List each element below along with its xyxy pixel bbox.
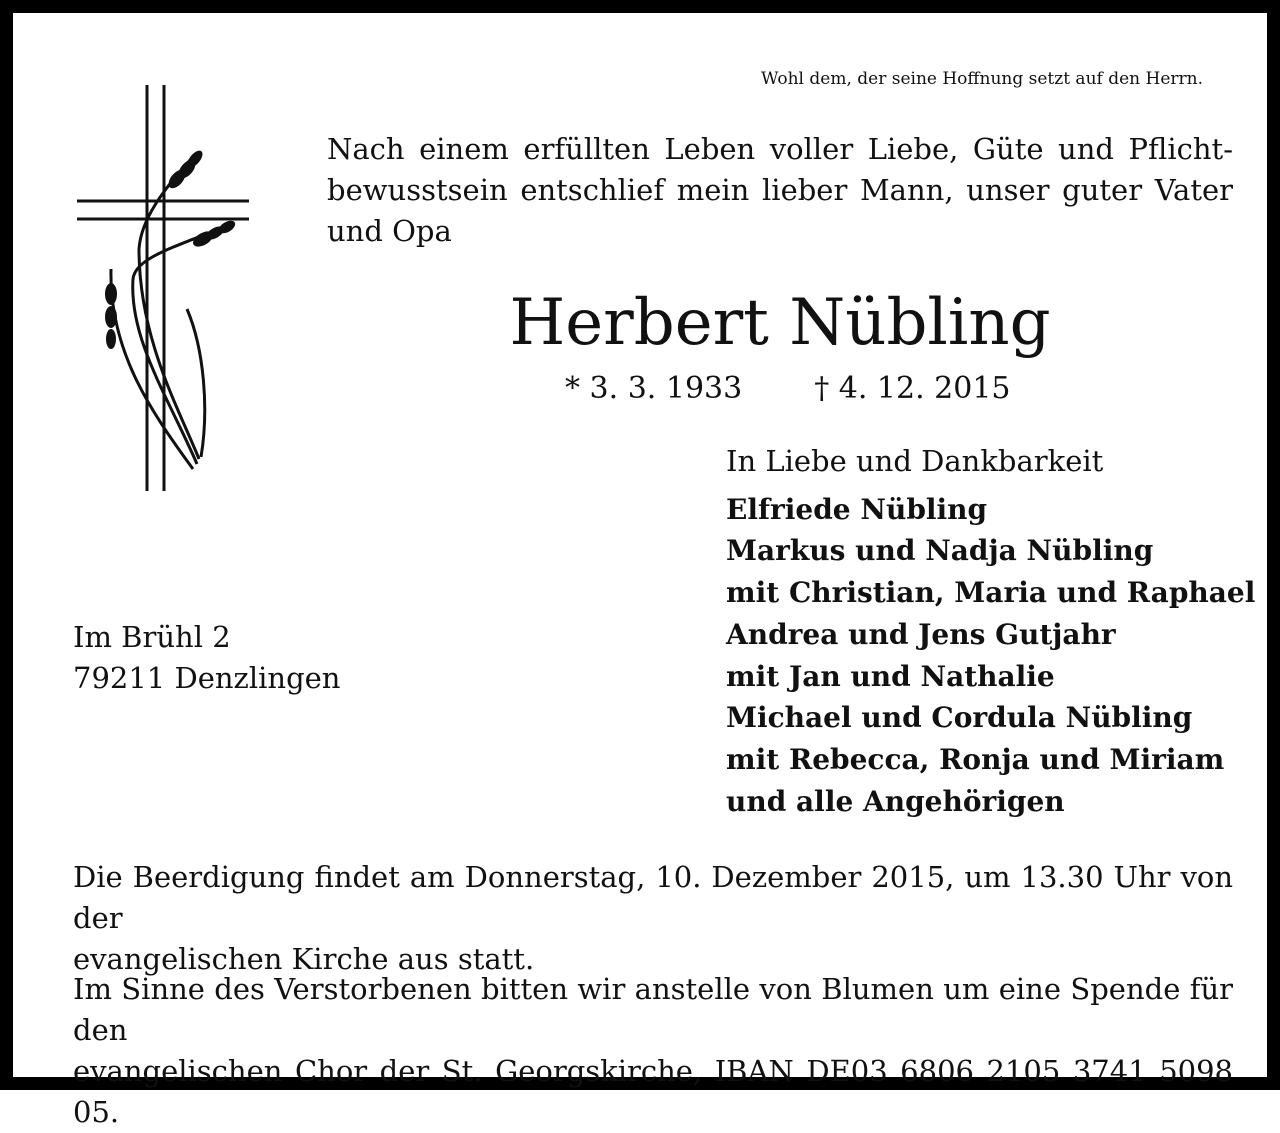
family-member: Elfriede Nübling — [726, 492, 988, 526]
family-member: mit Rebecca, Ronja und Miriam — [726, 742, 1225, 776]
family-member: Michael und Cordula Nübling — [726, 701, 1193, 735]
family-lead: In Liebe und Dankbarkeit — [726, 444, 1104, 478]
address — [73, 617, 340, 699]
deceased-name: Herbert Nübling — [509, 286, 1051, 360]
funeral-info — [73, 857, 1233, 980]
family-member: Markus und Nadja Nübling — [726, 534, 1154, 568]
family-member: und alle Angehörigen — [726, 784, 1065, 818]
family-member: Andrea und Jens Gutjahr — [726, 617, 1116, 651]
donation-info — [73, 969, 1233, 1133]
address-street: Im Brühl 2 — [73, 620, 231, 654]
address-city: 79211 Denzlingen — [73, 661, 341, 695]
cross-with-wheat-icon — [69, 79, 259, 499]
intro-line: bewusstsein entschlief mein lieber Mann, unser guter Vater — [327, 173, 1233, 207]
family-list — [726, 441, 1255, 822]
funeral-line: evangelischen Kirche aus statt. — [73, 942, 535, 976]
life-dates — [565, 369, 1011, 409]
intro-line: Nach einem erfüllten Leben voller Liebe, Güte und Pflicht- — [327, 132, 1233, 166]
family-member: mit Jan und Nathalie — [726, 659, 1055, 693]
donation-line: Im Sinne des Verstorbenen bitten wir anstelle von Blumen um eine Spende für den — [73, 972, 1233, 1047]
bible-verse: Wohl dem, der seine Hoffnung setzt auf den Herrn. — [761, 69, 1203, 89]
intro-line: und Opa — [327, 214, 452, 248]
donation-line: evangelischen Chor der St. Georgskirche, IBAN DE03 6806 2105 3741 5098 05. — [73, 1054, 1233, 1129]
intro-text — [327, 129, 1233, 252]
family-member: mit Christian, Maria und Raphael — [726, 576, 1256, 610]
funeral-line: Die Beerdigung findet am Donnerstag, 10. Dezember 2015, um 13.30 Uhr von der — [73, 860, 1233, 935]
birth-date: * 3. 3. 1933 — [565, 371, 743, 406]
death-date: † 4. 12. 2015 — [814, 371, 1011, 406]
